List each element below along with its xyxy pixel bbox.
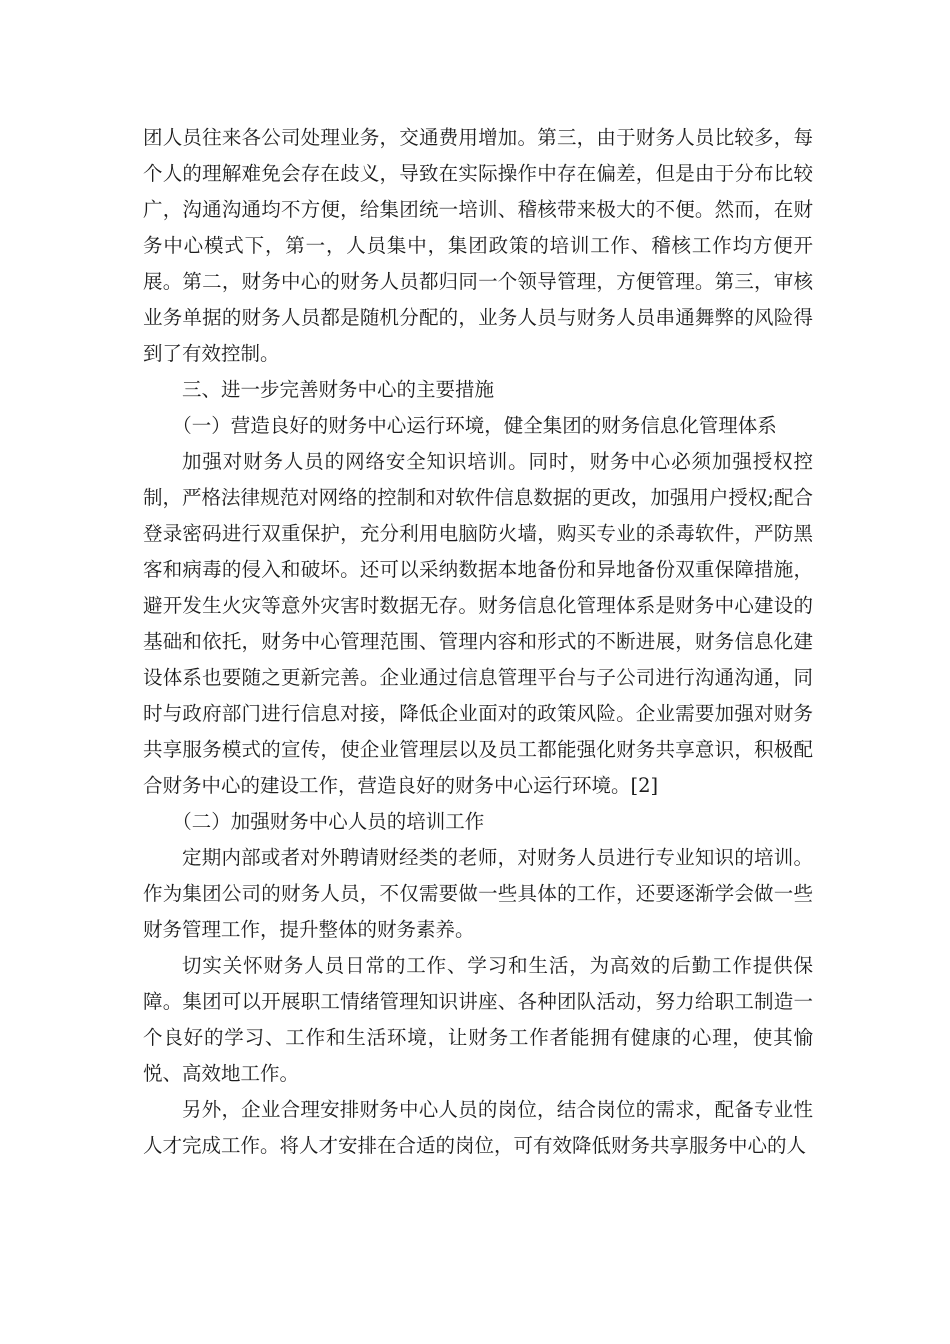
paragraph-network-security: 加强对财务人员的网络安全知识培训。同时，财务中心必须加强授权控制，严格法律规范对网络的控制和对软件信息数据的更改，加强用户授权;配合登录密码进行双重保护，充分利用电脑防火墙，购买专业的杀毒软件，严防黑客和病毒的侵入和破坏。还可以采纳数据本地备份和异地备份双重保障措施，避开发生火灾等意外灾害时数据无存。财务信息化管理体系是财务中心建设的基础和依托，财务中心管理范围、管理内容和形式的不断进展，财务信息化建设体系也要随之更新完善。企业通过信息管理平台与子公司进行沟通沟通，同时与政府部门进行信息对接，降低企业面对的政策风险。企业需要加强对财务共享服务模式的宣传，使企业管理层以及员工都能强化财务共享意识，积极配合财务中心的建设工作，营造良好的财务中心运行环境。[2] — [143, 450, 813, 797]
section-heading: 三、进一步完善财务中心的主要措施 — [182, 378, 495, 401]
subsection-heading-2: （二）加强财务中心人员的培训工作 — [172, 810, 485, 833]
paragraph-continuation: 团人员往来各公司处理业务，交通费用增加。第三，由于财务人员比较多，每个人的理解难免会存在歧义，导致在实际操作中存在偏差，但是由于分布比较广，沟通沟通均不方便，给集团统一培训、稽核带来极大的不便。然而，在财务中心模式下，第一，人员集中，集团政策的培训工作、稽核工作均方便开展。第二，财务中心的财务人员都归同一个领导管理，方便管理。第三，审核业务单据的财务人员都是随机分配的，业务人员与财务人员串通舞弊的风险得到了有效控制。 — [143, 126, 813, 365]
paragraph-positions: 另外，企业合理安排财务中心人员的岗位，结合岗位的需求，配备专业性人才完成工作。将人才安排在合适的岗位，可有效降低财务共享服务中心的人 — [143, 1098, 813, 1157]
paragraph-care: 切实关怀财务人员日常的工作、学习和生活，为高效的后勤工作提供保障。集团可以开展职工情绪管理知识讲座、各种团队活动，努力给职工制造一个良好的学习、工作和生活环境，让财务工作者能拥有健康的心理，使其愉悦、高效地工作。 — [143, 954, 813, 1085]
paragraph-training: 定期内部或者对外聘请财经类的老师，对财务人员进行专业知识的培训。作为集团公司的财务人员，不仅需要做一些具体的工作，还要逐渐学会做一些财务管理工作，提升整体的财务素养。 — [143, 846, 813, 941]
subsection-heading-1: （一）营造良好的财务中心运行环境，健全集团的财务信息化管理体系 — [172, 414, 777, 437]
document-body — [143, 120, 813, 1164]
